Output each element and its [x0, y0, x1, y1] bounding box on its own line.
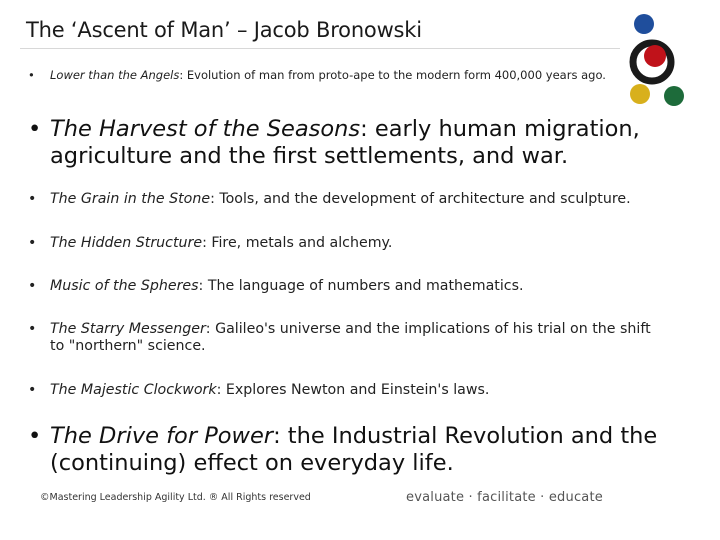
logo-green-dot [664, 86, 684, 106]
bullet: • [28, 321, 37, 337]
list-item [22, 68, 662, 82]
bullet: • [28, 235, 37, 251]
episode-title: Lower than the Angels [50, 68, 180, 82]
tagline: evaluate · facilitate · educate [406, 490, 603, 505]
list-item [22, 191, 662, 208]
bullet: • [28, 68, 35, 82]
logo-blue-dot [634, 14, 654, 34]
bullet: • [28, 382, 37, 398]
slide-title: The ‘Ascent of Man’ – Jacob Bronowski [26, 18, 422, 42]
bullet: • [28, 191, 37, 207]
list-item [22, 321, 662, 355]
title-divider [20, 48, 620, 49]
company-logo-icon [626, 10, 692, 110]
bullet: • [28, 116, 42, 142]
list-item [22, 235, 662, 252]
episode-description: : early human migration, agriculture and the first settlements, and war. [50, 116, 640, 169]
episode-title: Music of the Spheres [50, 278, 199, 294]
episode-title: The Hidden Structure [50, 235, 203, 251]
episode-description: : The language of numbers and mathematics. [198, 278, 524, 294]
list-item [22, 278, 662, 295]
episode-description: : Evolution of man from proto-ape to the modern form 400,000 years ago. [179, 68, 606, 82]
episode-title: The Starry Messenger [50, 321, 206, 337]
episode-title: The Majestic Clockwork [50, 382, 217, 398]
episode-description: : Fire, metals and alchemy. [202, 235, 393, 251]
episode-description: : Tools, and the development of architecture and sculpture. [210, 191, 631, 207]
episode-description: : Galileo's universe and the implications of his trial on the shift to "northern" science. [50, 321, 651, 354]
episode-description: : the Industrial Revolution and the (continuing) effect on everyday life. [50, 423, 658, 476]
episode-description: : Explores Newton and Einstein's laws. [216, 382, 490, 398]
logo-red-dot [644, 45, 666, 67]
episode-title: The Harvest of the Seasons [50, 116, 361, 142]
list-item [22, 423, 662, 477]
copyright-notice: ©Mastering Leadership Agility Ltd. ® All Rights reserved [40, 492, 311, 503]
bullet: • [28, 423, 42, 449]
bullet: • [28, 278, 37, 294]
list-item [22, 382, 662, 399]
episode-title: The Drive for Power [50, 423, 274, 449]
logo-yellow-dot [630, 84, 650, 104]
list-item [22, 116, 662, 170]
episode-title: The Grain in the Stone [50, 191, 211, 207]
